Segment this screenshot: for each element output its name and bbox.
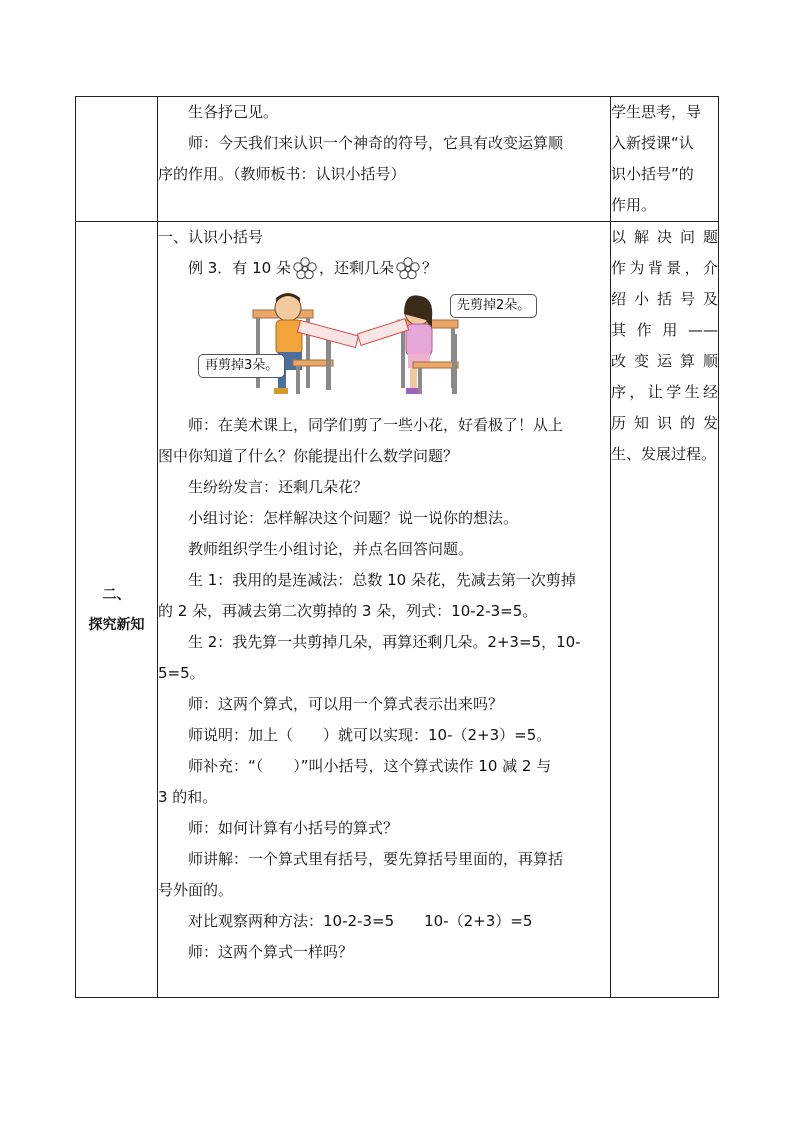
content-line: 师：这两个算式，可以用一个算式表示出来吗？ xyxy=(188,695,504,713)
content-line: 师：这两个算式一样吗？ xyxy=(188,943,354,961)
table-row xyxy=(76,97,719,222)
content-line: 师：在美术课上，同学们剪了一些小花，好看极了！从上 xyxy=(188,416,564,434)
stage-number: 二、 xyxy=(102,586,131,603)
note-line: 生、发展过程。 xyxy=(611,445,717,463)
content-cell xyxy=(158,97,611,222)
example-line xyxy=(158,253,610,284)
example-text: ，还剩几朵 xyxy=(318,259,394,277)
stage-title: 探究新知 xyxy=(88,616,145,633)
note-line: 入新授课“认 xyxy=(611,134,694,152)
note-line: 序，让学生经 xyxy=(611,383,718,401)
paper-cutting-illustration xyxy=(158,290,610,400)
content-line: 师说明：加上（ ）就可以实现：10-（2+3）=5。 xyxy=(188,726,552,744)
content-line: 师讲解：一个算式里有括号，要先算括号里面的，再算括 xyxy=(188,850,564,868)
design-note-cell xyxy=(611,97,719,222)
note-line: 识小括号”的 xyxy=(611,165,694,183)
design-note-cell xyxy=(611,222,719,998)
content-line: 生 1：我用的是连减法：总数 10 朵花，先减去第一次剪掉 xyxy=(188,571,576,589)
example-text: ？ xyxy=(421,259,437,277)
section-heading: 一、认识小括号 xyxy=(158,228,264,246)
flower-icon xyxy=(396,257,420,279)
content-line: 3 的和。 xyxy=(158,788,218,806)
content-line: 教师组织学生小组讨论，并点名回答问题。 xyxy=(188,540,474,558)
content-line: 的 2 朵，再减去第二次剪掉的 3 朵，列式：10-2-3=5。 xyxy=(158,602,538,620)
content-line: 师：如何计算有小括号的算式？ xyxy=(188,819,399,837)
speech-bubble-left: 再剪掉3朵。 xyxy=(198,354,285,378)
content-line: 序的作用。（教师板书：认识小括号） xyxy=(158,165,406,183)
content-line: 图中你知道了什么？你能提出什么数学问题？ xyxy=(158,447,459,465)
note-line: 其作用—— xyxy=(611,321,718,339)
flower-icon xyxy=(293,257,317,279)
speech-bubble-right: 先剪掉2朵。 xyxy=(450,294,537,318)
lesson-plan-table xyxy=(75,96,719,998)
note-line: 作为背景，介 xyxy=(611,259,718,277)
example-text: 例 3．有 10 朵 xyxy=(188,259,291,277)
stage-cell-empty xyxy=(76,97,158,222)
note-line: 绍小括号及 xyxy=(611,290,718,308)
note-line: 以解决问题 xyxy=(611,228,718,246)
content-line: 5=5。 xyxy=(158,664,205,682)
note-line: 学生思考，导 xyxy=(611,103,702,121)
note-line: 作用。 xyxy=(611,196,657,214)
content-line: 对比观察两种方法：10-2-3=5 10-（2+3）=5 xyxy=(188,912,533,930)
content-line: 生纷纷发言：还剩几朵花？ xyxy=(188,478,369,496)
content-line: 师：今天我们来认识一个神奇的符号，它具有改变运算顺 xyxy=(188,134,564,152)
content-line: 号外面的。 xyxy=(158,881,234,899)
note-line: 历知识的发 xyxy=(611,414,718,432)
stage-cell xyxy=(76,222,158,998)
table-row xyxy=(76,222,719,998)
note-line: 改变运算顺 xyxy=(611,352,718,370)
content-line: 生各抒己见。 xyxy=(188,103,279,121)
content-line: 生 2：我先算一共剪掉几朵，再算还剩几朵。2+3=5，10- xyxy=(188,633,581,651)
content-line: 小组讨论：怎样解决这个问题？说一说你的想法。 xyxy=(188,509,519,527)
content-line: 师补充：“（ ）”叫小括号，这个算式读作 10 减 2 与 xyxy=(188,757,552,775)
content-cell xyxy=(158,222,611,998)
